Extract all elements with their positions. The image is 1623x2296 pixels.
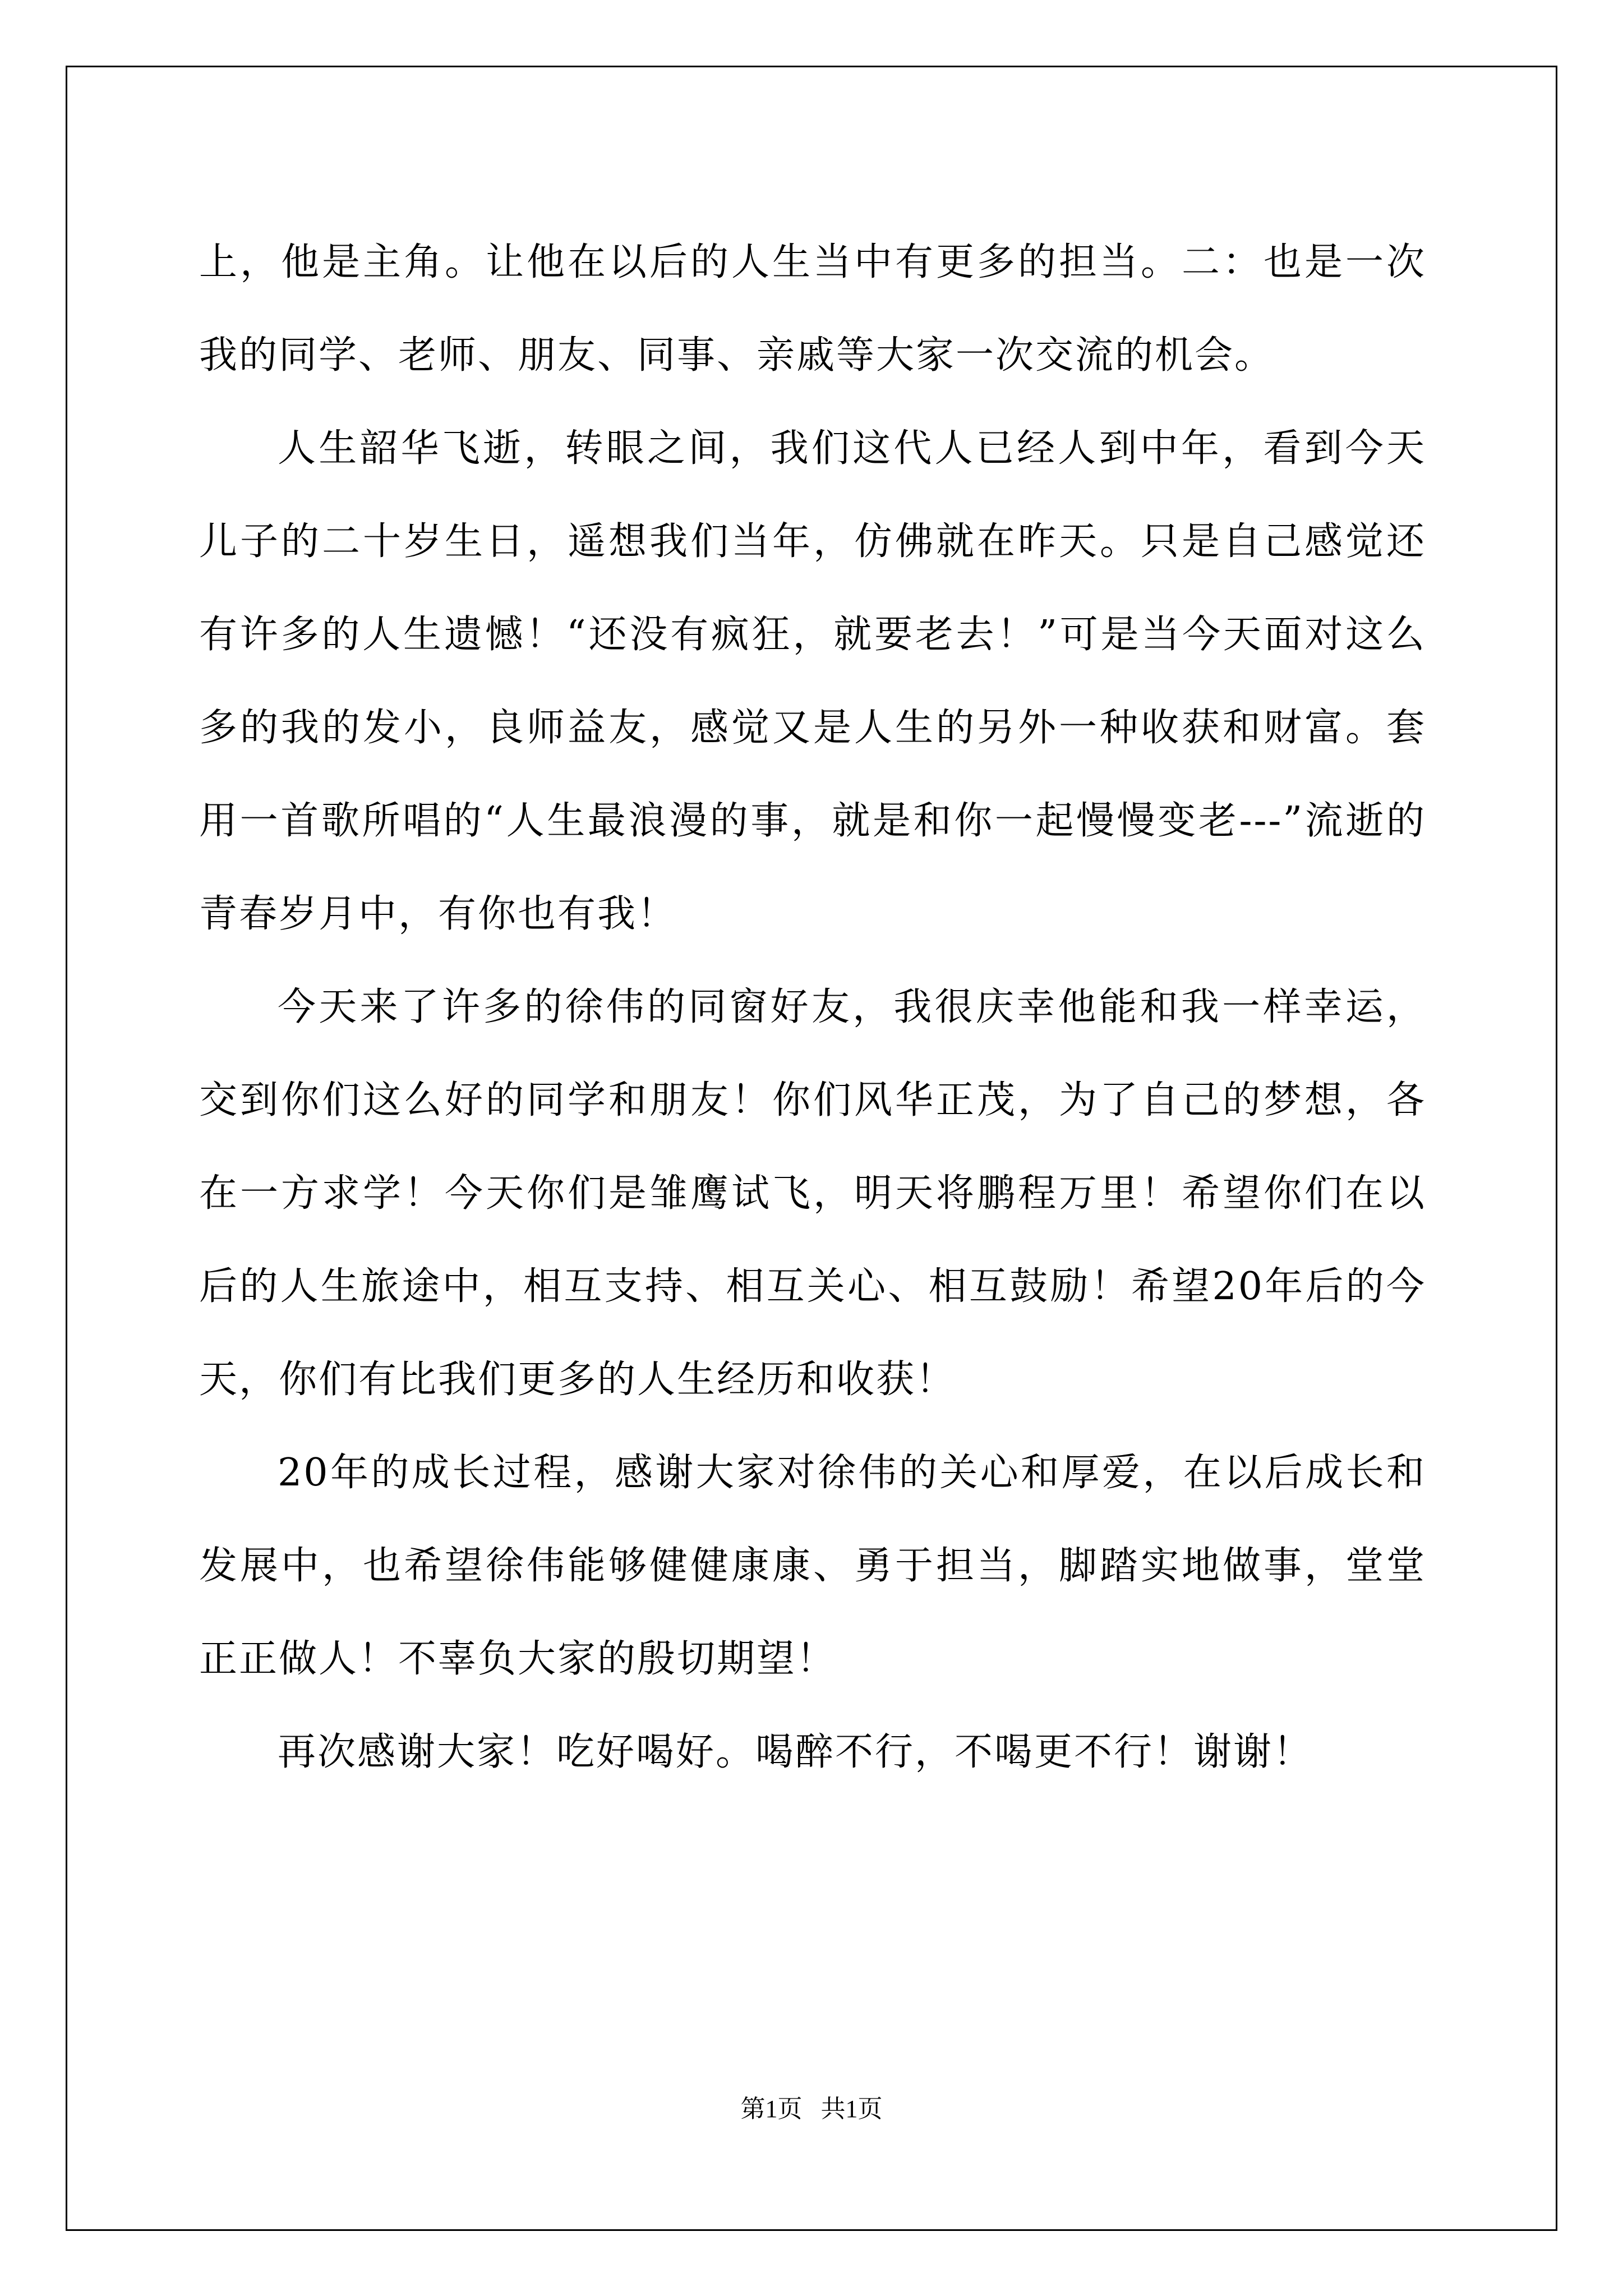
paragraph-closing: 再次感谢大家！吃好喝好。喝醉不行，不喝更不行！谢谢！ [278, 1730, 1313, 1774]
paragraph-continuation: 上，他是主角。让他在以后的人生当中有更多的担当。二：也是一次我的同学、老师、朋友、同事、亲戚等大家一次交流的机会。 [199, 240, 1426, 378]
paragraph-reflection: 人生韶华飞逝，转眼之间，我们这代人已经人到中年，看到今天儿子的二十岁生日，遥想我们当年，仿佛就在昨天。只是自己感觉还有许多的人生遗憾！“还没有疯狂，就要老去！”可是当今天面对这么多的我的发小，良师益友，感觉又是人生的另外一种收获和财富。套用一首歌所唱的“人生最浪漫的事，就是和你一起慢慢变老---”流逝的青春岁月中，有你也有我！ [199, 426, 1426, 936]
page-footer: 第1页 共1页 [740, 2095, 883, 2123]
paragraph-classmates: 今天来了许多的徐伟的同窗好友，我很庆幸他能和我一样幸运，交到你们这么好的同学和朋友！你们风华正茂，为了自己的梦想，各在一方求学！今天你们是雏鹰试飞，明天将鹏程万里！希望你们在以后的人生旅途中，相互支持、相互关心、相互鼓励！希望20年后的今天，你们有比我们更多的人生经历和收获！ [199, 985, 1426, 1402]
paragraph-wishes: 20年的成长过程，感谢大家对徐伟的关心和厚爱，在以后成长和发展中，也希望徐伟能够健健康康、勇于担当，脚踏实地做事，堂堂正正做人！不辜负大家的殷切期望！ [199, 1451, 1426, 1681]
document-body [199, 216, 1426, 1799]
